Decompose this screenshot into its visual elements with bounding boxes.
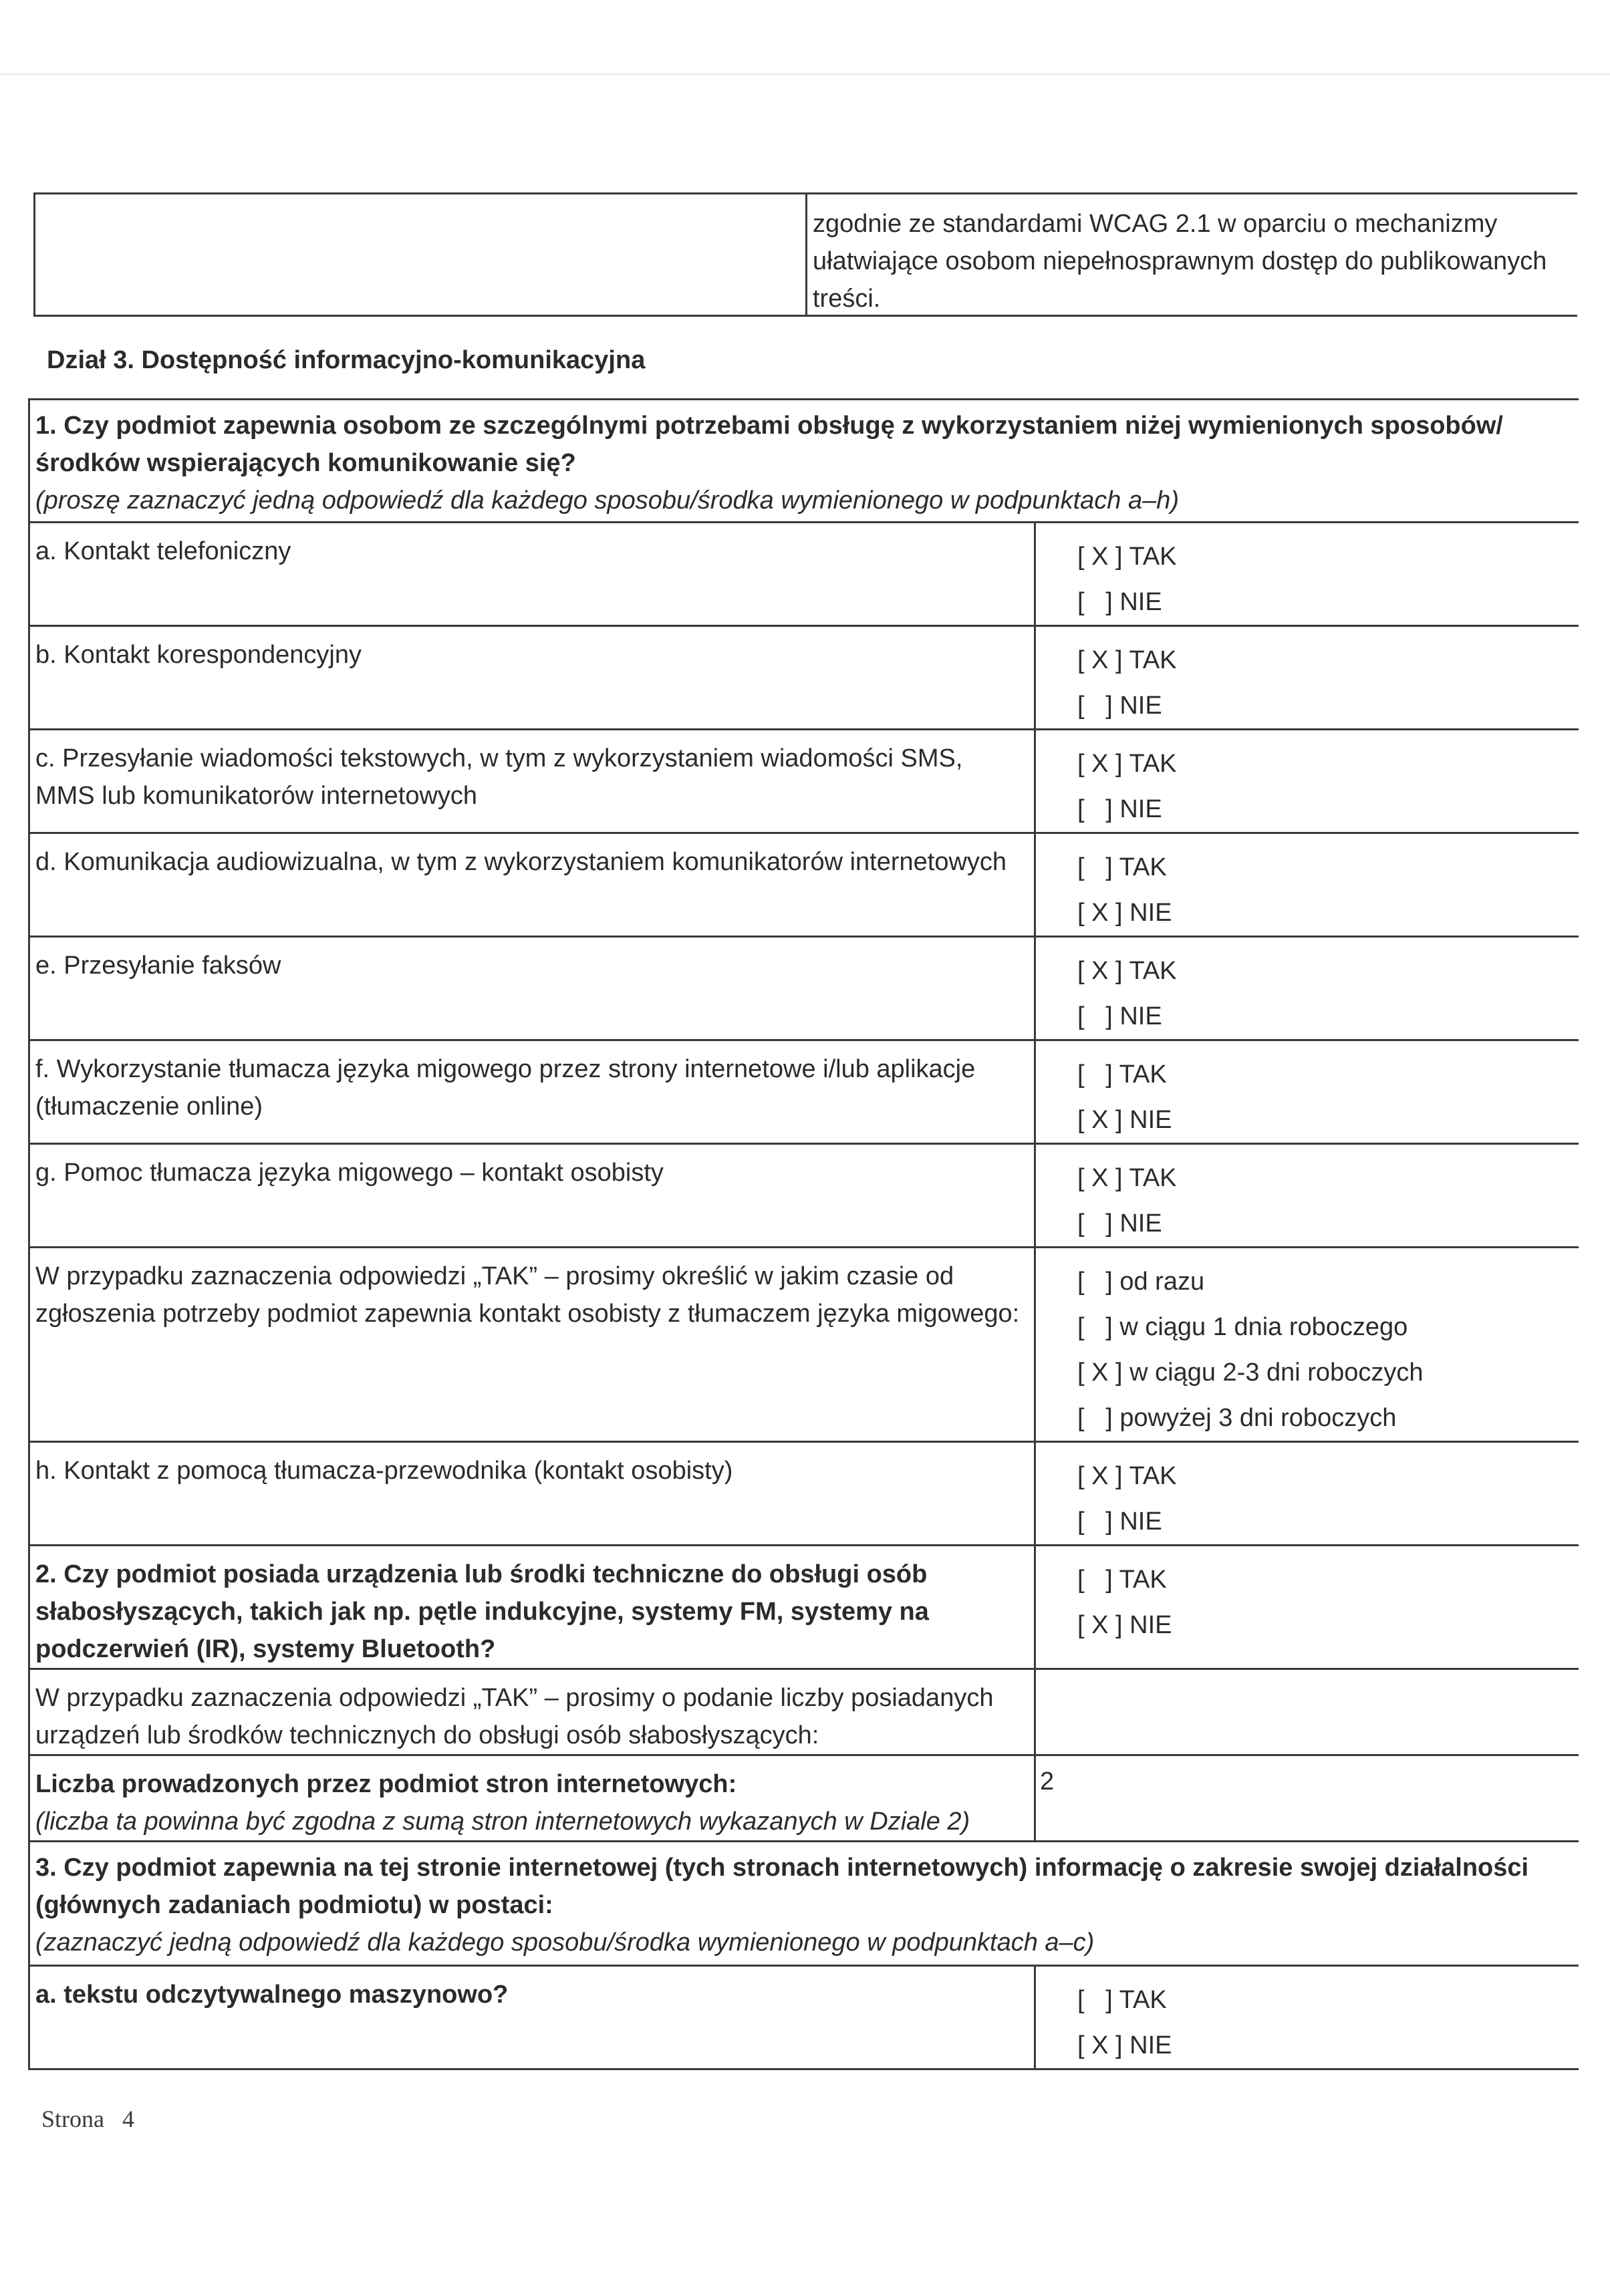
q3-instruction: (zaznaczyć jedną odpowiedź dla każdego sposobu/środka wymienionego w podpunktach a–c): [35, 1928, 1095, 1957]
q1-row-c-option-tak[interactable]: [ X ] TAK: [1077, 750, 1177, 778]
q1-row-g-label: g. Pomoc tłumacza języka migowego – kontakt osobisty: [29, 1144, 1035, 1248]
q1-row-h-option-nie[interactable]: [ ] NIE: [1077, 1508, 1162, 1536]
accessibility-form-table: [28, 398, 1579, 2070]
q1-row-c-answers: [1035, 730, 1579, 833]
q3-row-a-label: a. tekstu odczytywalnego maszynowo?: [29, 1966, 1035, 2069]
q1-row-e-answers: [1035, 937, 1579, 1040]
q1-row-e-label: e. Przesyłanie faksów: [29, 937, 1035, 1040]
q1-row-g-option-nie[interactable]: [ ] NIE: [1077, 1209, 1162, 1238]
q1-row-d-option-nie[interactable]: [ X ] NIE: [1077, 899, 1172, 927]
q1-row-e: [29, 937, 1579, 1040]
websites-count-value[interactable]: 2: [1035, 1755, 1579, 1842]
q1-row-a-answers: [1035, 523, 1579, 626]
q2-option-tak[interactable]: [ ] TAK: [1077, 1566, 1167, 1594]
q1-row-d-label: d. Komunikacja audiowizualna, w tym z wykorzystaniem komunikatorów internetowych: [29, 833, 1035, 937]
q1-row-b-answers: [1035, 626, 1579, 730]
q1-row-h-label: h. Kontakt z pomocą tłumacza-przewodnika (kontakt osobisty): [29, 1442, 1035, 1546]
q3-row-a-answers: [1035, 1966, 1579, 2069]
q1-header-row: [29, 400, 1579, 523]
websites-count-row: [29, 1755, 1579, 1842]
timing-option-2-3-days[interactable]: [ X ] w ciągu 2-3 dni roboczych: [1077, 1358, 1424, 1387]
q1-row-f-label: f. Wykorzystanie tłumacza języka migowego przez strony internetowe i/lub aplikacje (tłumaczenie online): [29, 1040, 1035, 1144]
q1-instruction: (proszę zaznaczyć jedną odpowiedź dla każdego sposobu/środka wymienionego w podpunktach a–h): [35, 486, 1180, 515]
q1-row-f-option-nie[interactable]: [ X ] NIE: [1077, 1106, 1172, 1134]
q2-title: 2. Czy podmiot posiada urządzenia lub środki techniczne do obsługi osób słabosłyszących, takich jak np. pętle indukcyjne, systemy FM, systemy na podczerwień (IR), systemy Bluetooth?: [29, 1546, 1035, 1669]
timing-option-over-3-days[interactable]: [ ] powyżej 3 dni roboczych: [1077, 1404, 1397, 1432]
q1-row-b: [29, 626, 1579, 730]
q2-followup-label: W przypadku zaznaczenia odpowiedzi „TAK” – prosimy o podanie liczby posiadanych urządzeń lub środków technicznych do obsługi osób słabosłyszących:: [29, 1669, 1035, 1755]
websites-count-label: Liczba prowadzonych przez podmiot stron internetowych:: [35, 1770, 737, 1798]
q3-title: 3. Czy podmiot zapewnia na tej stronie internetowej (tych stronach internetowych) informację o zakresie swojej działalności (głównych zadaniach podmiotu) w postaci:: [35, 1854, 1529, 1919]
timing-option-1-day[interactable]: [ ] w ciągu 1 dnia roboczego: [1077, 1313, 1408, 1341]
q1-row-c-option-nie[interactable]: [ ] NIE: [1077, 795, 1162, 823]
q1-row-a: [29, 523, 1579, 626]
q1-title: 1. Czy podmiot zapewnia osobom ze szczególnymi potrzebami obsługę z wykorzystaniem niżej wymienionych sposobów/środków wspierających komunikowanie się?: [35, 412, 1503, 477]
q3-row-a-option-tak[interactable]: [ ] TAK: [1077, 1986, 1167, 2014]
q1-header-cell: [29, 400, 1579, 523]
continuation-text-cell: zgodnie ze standardami WCAG 2.1 w oparciu o mechanizmy ułatwiające osobom niepełnosprawnym dostęp do publikowanych treści.: [813, 210, 1547, 313]
q2-option-nie[interactable]: [ X ] NIE: [1077, 1611, 1172, 1639]
q1-row-g-timing-label: W przypadku zaznaczenia odpowiedzi „TAK” – prosimy określić w jakim czasie od zgłoszenia potrzeby podmiot zapewnia kontakt osobisty z tłumaczem języka migowego:: [29, 1248, 1035, 1442]
q1-row-b-option-tak[interactable]: [ X ] TAK: [1077, 646, 1177, 674]
scan-edge-line: [0, 74, 1610, 75]
q1-row-e-option-nie[interactable]: [ ] NIE: [1077, 1002, 1162, 1030]
q3-row-a: [29, 1966, 1579, 2069]
q2-followup-value[interactable]: [1035, 1669, 1579, 1755]
q1-row-d-option-tak[interactable]: [ ] TAK: [1077, 853, 1167, 881]
q1-row-h-option-tak[interactable]: [ X ] TAK: [1077, 1462, 1177, 1490]
websites-count-note: (liczba ta powinna być zgodna z sumą stron internetowych wykazanych w Dziale 2): [35, 1808, 970, 1836]
q1-row-g-timing-answers: [1035, 1248, 1579, 1442]
q2-row: [29, 1546, 1579, 1669]
q1-row-h: [29, 1442, 1579, 1546]
q1-row-b-option-nie[interactable]: [ ] NIE: [1077, 692, 1162, 720]
page-number: Strona 4: [41, 2106, 134, 2132]
q1-row-f-answers: [1035, 1040, 1579, 1144]
q1-row-g-option-tak[interactable]: [ X ] TAK: [1077, 1164, 1177, 1192]
q1-row-g: [29, 1144, 1579, 1248]
q3-header-cell: [29, 1842, 1579, 1966]
q1-row-b-label: b. Kontakt korespondencyjny: [29, 626, 1035, 730]
websites-count-label-cell: [29, 1755, 1035, 1842]
q1-row-a-option-tak[interactable]: [ X ] TAK: [1077, 543, 1177, 571]
q1-row-d: [29, 833, 1579, 937]
q1-row-h-answers: [1035, 1442, 1579, 1546]
q2-answers: [1035, 1546, 1579, 1669]
q1-row-f-option-tak[interactable]: [ ] TAK: [1077, 1060, 1167, 1089]
continuation-table: [33, 192, 1577, 317]
q2-followup-row: [29, 1669, 1579, 1755]
q1-row-c-label: c. Przesyłanie wiadomości tekstowych, w tym z wykorzystaniem wiadomości SMS, MMS lub komunikatorów internetowych: [29, 730, 1035, 833]
q1-row-c: [29, 730, 1579, 833]
q1-row-d-answers: [1035, 833, 1579, 937]
continuation-empty-cell: [35, 194, 807, 315]
section-heading: Dział 3. Dostępność informacyjno-komunikacyjna: [47, 346, 646, 374]
q1-row-a-label: a. Kontakt telefoniczny: [29, 523, 1035, 626]
q1-row-g-timing: [29, 1248, 1579, 1442]
q1-row-a-option-nie[interactable]: [ ] NIE: [1077, 588, 1162, 616]
q1-row-g-answers: [1035, 1144, 1579, 1248]
q1-row-f: [29, 1040, 1579, 1144]
q1-row-e-option-tak[interactable]: [ X ] TAK: [1077, 957, 1177, 985]
timing-option-immediately[interactable]: [ ] od razu: [1077, 1268, 1205, 1296]
q3-header-row: [29, 1842, 1579, 1966]
q3-row-a-option-nie[interactable]: [ X ] NIE: [1077, 2031, 1172, 2059]
